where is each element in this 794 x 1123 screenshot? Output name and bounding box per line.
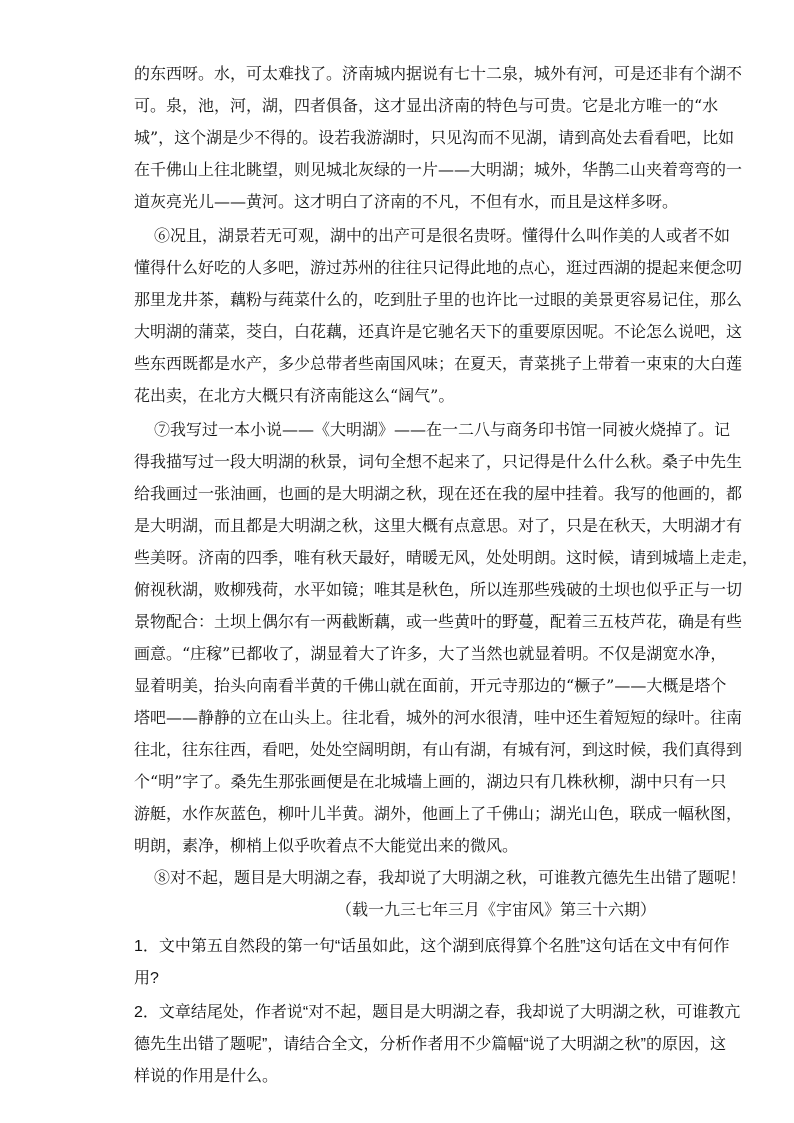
question-line: 2．文章结尾处，作者说“对不起，题目是大明湖之春，我却说了大明湖之秋，可谁教亢 [134, 1004, 741, 1021]
text-line: 可。泉，池，河，湖，四者俱备，这才显出济南的特色与可贵。它是北方唯一的“水 [134, 96, 719, 115]
question-line: 用? [134, 970, 159, 987]
text-line: 的东西呀。水，可太难找了。济南城内据说有七十二泉，城外有河，可是还非有个湖不 [134, 64, 743, 83]
text-line: 道灰亮光儿——黄河。这才明白了济南的不凡，不但有水，而且是这样多呀。 [134, 192, 679, 211]
text-line: 城”，这个湖是少不得的。设若我游湖时，只见沟而不见湖，请到高处去看看吧，比如 [134, 128, 735, 147]
text-line: 景物配合：土坝上偶尔有一两截断藕，或一些黄叶的野蔓，配着三五枝芦花，确是有些 [134, 612, 743, 631]
text-line: 花出卖，在北方大概只有济南能这么“阔气”。 [134, 386, 455, 405]
text-line: ⑥况且，湖景若无可观，湖中的出产可是很名贵呀。懂得什么叫作美的人或者不如 [154, 226, 731, 245]
text-line: 个“明”字了。桑先生那张画便是在北城墙上画的，湖边只有几株秋柳，湖中只有一只 [134, 772, 727, 791]
text-line: 俯视秋湖，败柳残荷，水平如镜；唯其是秋色，所以连那些残破的土坝也似乎正与一切 [134, 580, 743, 599]
question-line: 样说的作用是什么。 [134, 1068, 279, 1085]
text-line: 游艇，水作灰蓝色，柳叶儿半黄。湖外，他画上了千佛山；湖光山色，联成一幅秋图， [134, 804, 743, 823]
text-line: 显着明美，抬头向南看半黄的千佛山就在面前，开元寺那边的“橛子”——大概是塔个 [134, 676, 727, 695]
text-line: 大明湖的蒲菜，茭白，白花藕，还真许是它驰名天下的重要原因呢。不论怎么说吧，这 [134, 322, 743, 341]
text-line: 往北，往东往西，看吧，处处空阔明朗，有山有湖，有城有河，到这时候，我们真得到 [134, 740, 743, 759]
text-line: 是大明湖，而且都是大明湖之秋，这里大概有点意思。对了，只是在秋天，大明湖才有 [134, 516, 743, 535]
text-line: 懂得什么好吃的人多吧，游过苏州的往往只记得此地的点心，逛过西湖的提起来便念叨 [134, 258, 743, 277]
text-line: 得我描写过一段大明湖的秋景，词句全想不起来了，只记得是什么什么秋。桑子中先生 [134, 452, 743, 471]
text-line: 那里龙井茶，藕粉与莼菜什么的，吃到肚子里的也许比一过眼的美景更容易记住，那么 [134, 290, 743, 309]
source-citation: （载一九三七年三月《宇宙风》第三十六期） [335, 900, 656, 919]
text-line: 画意。“庄稼”已都收了，湖显着大了许多，大了当然也就显着明。不仅是湖宽水净， [134, 644, 727, 663]
text-line: 些美呀。济南的四季，唯有秋天最好，晴暖无风，处处明朗。这时候，请到城墙上走走， [134, 548, 759, 567]
question-line: 1．文中第五自然段的第一句“话虽如此，这个湖到底得算个名胜”这句话在文中有何作 [134, 938, 730, 955]
text-line: 些东西既都是水产，多少总带者些南国风味；在夏天，青菜挑子上带着一束束的大白莲 [134, 354, 743, 373]
text-line: 给我画过一张油画，也画的是大明湖之秋，现在还在我的屋中挂着。我写的他画的，都 [134, 484, 743, 503]
text-line: 在千佛山上往北眺望，则见城北灰绿的一片——大明湖；城外，华鹊二山夹着弯弯的一 [134, 160, 743, 179]
text-line: ⑦我写过一本小说——《大明湖》——在一二八与商务印书馆一同被火烧掉了。记 [154, 420, 731, 439]
text-line: 塔吧——静静的立在山头上。往北看，城外的河水很清，哇中还生着短短的绿叶。往南 [134, 708, 743, 727]
text-line: 明朗，素净，柳梢上似乎吹着点不大能觉出来的微风。 [134, 836, 519, 855]
paragraph-8: ⑧对不起，题目是大明湖之春，我却说了大明湖之秋，可谁教亢德先生出错了题呢！ [154, 868, 747, 887]
question-line: 德先生出错了题呢”，请结合全文，分析作者用不少篇幅“说了大明湖之秋”的原因，这 [134, 1036, 726, 1053]
